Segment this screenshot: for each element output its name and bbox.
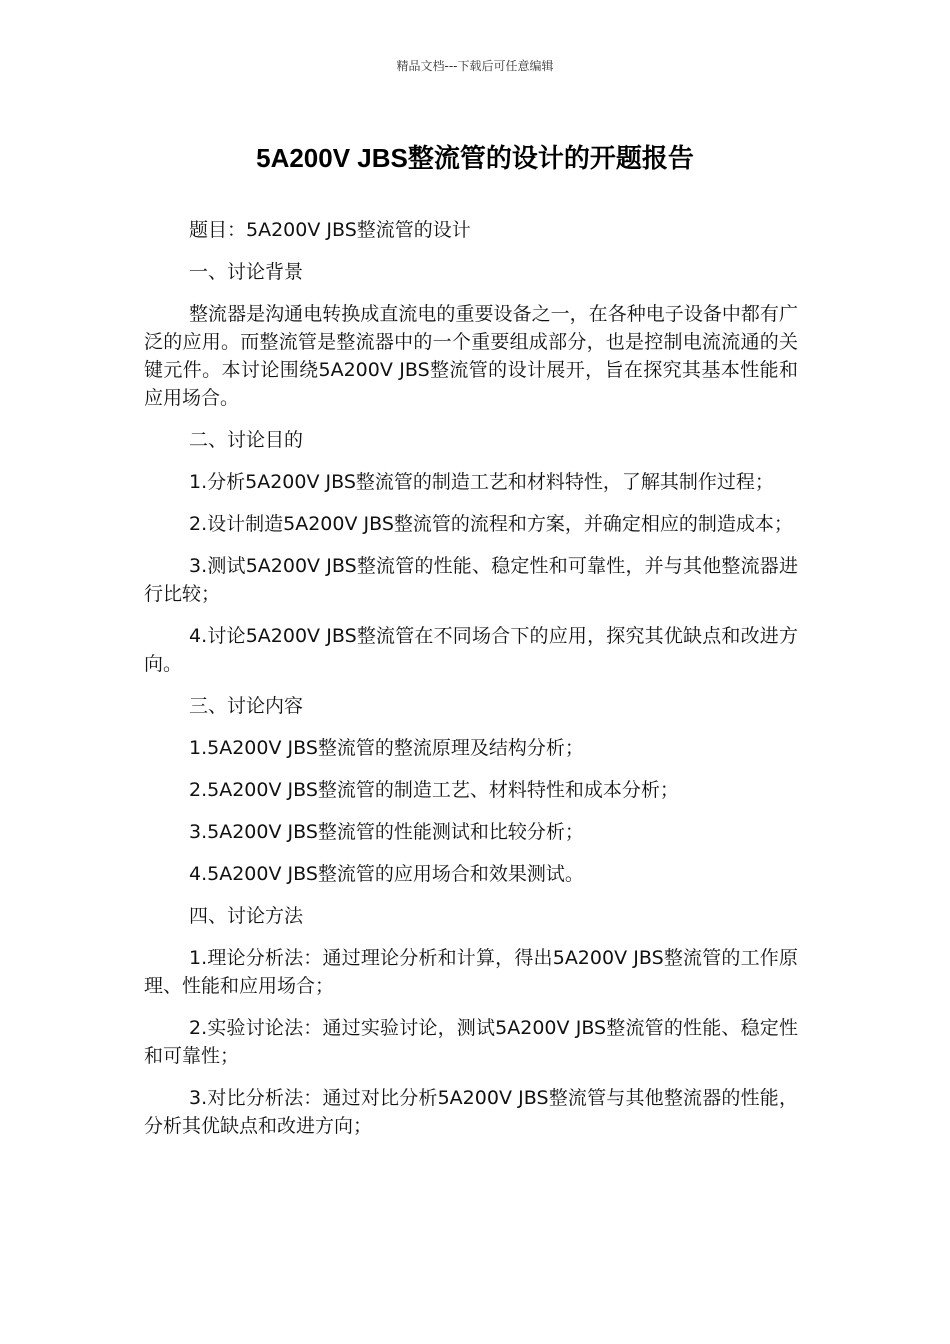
method-item-3: 3.对比分析法：通过对比分析5A200V JBS整流管与其他整流器的性能，分析其优缺点和改进方向； bbox=[144, 1087, 798, 1137]
header-note: 精品文档---下载后可任意编辑 bbox=[396, 59, 554, 73]
background-paragraph: 整流器是沟通电转换成直流电的重要设备之一，在各种电子设备中都有广泛的应用。而整流管是整流器中的一个重要组成部分，也是控制电流流通的关键元件。本讨论围绕5A200V JBS整流管的设计展开，旨在探究其基本性能和应用场合。 bbox=[144, 303, 798, 409]
section-heading-content: 三、讨论内容 bbox=[189, 695, 304, 717]
content-item-4: 4.5A200V JBS整流管的应用场合和效果测试。 bbox=[189, 863, 584, 885]
section-heading-methods: 四、讨论方法 bbox=[189, 905, 304, 927]
content-item-2: 2.5A200V JBS整流管的制造工艺、材料特性和成本分析； bbox=[189, 779, 679, 801]
purpose-item-1: 1.分析5A200V JBS整流管的制造工艺和材料特性，了解其制作过程； bbox=[189, 471, 774, 493]
section-heading-purpose: 二、讨论目的 bbox=[189, 429, 304, 451]
method-item-1: 1.理论分析法：通过理论分析和计算，得出5A200V JBS整流管的工作原理、性能和应用场合； bbox=[144, 947, 798, 997]
section-heading-background: 一、讨论背景 bbox=[189, 261, 304, 283]
document-body bbox=[144, 216, 798, 1154]
topic-line: 题目：5A200V JBS整流管的设计 bbox=[189, 219, 471, 241]
content-item-3: 3.5A200V JBS整流管的性能测试和比较分析； bbox=[189, 821, 584, 843]
purpose-item-3: 3.测试5A200V JBS整流管的性能、稳定性和可靠性，并与其他整流器进行比较； bbox=[144, 555, 798, 605]
document-title: 5A200V JBS整流管的设计的开题报告 bbox=[256, 143, 694, 173]
content-item-1: 1.5A200V JBS整流管的整流原理及结构分析； bbox=[189, 737, 584, 759]
purpose-item-2: 2.设计制造5A200V JBS整流管的流程和方案，并确定相应的制造成本； bbox=[189, 513, 793, 535]
method-item-2: 2.实验讨论法：通过实验讨论，测试5A200V JBS整流管的性能、稳定性和可靠性； bbox=[144, 1017, 798, 1067]
purpose-item-4: 4.讨论5A200V JBS整流管在不同场合下的应用，探究其优缺点和改进方向。 bbox=[144, 625, 798, 675]
